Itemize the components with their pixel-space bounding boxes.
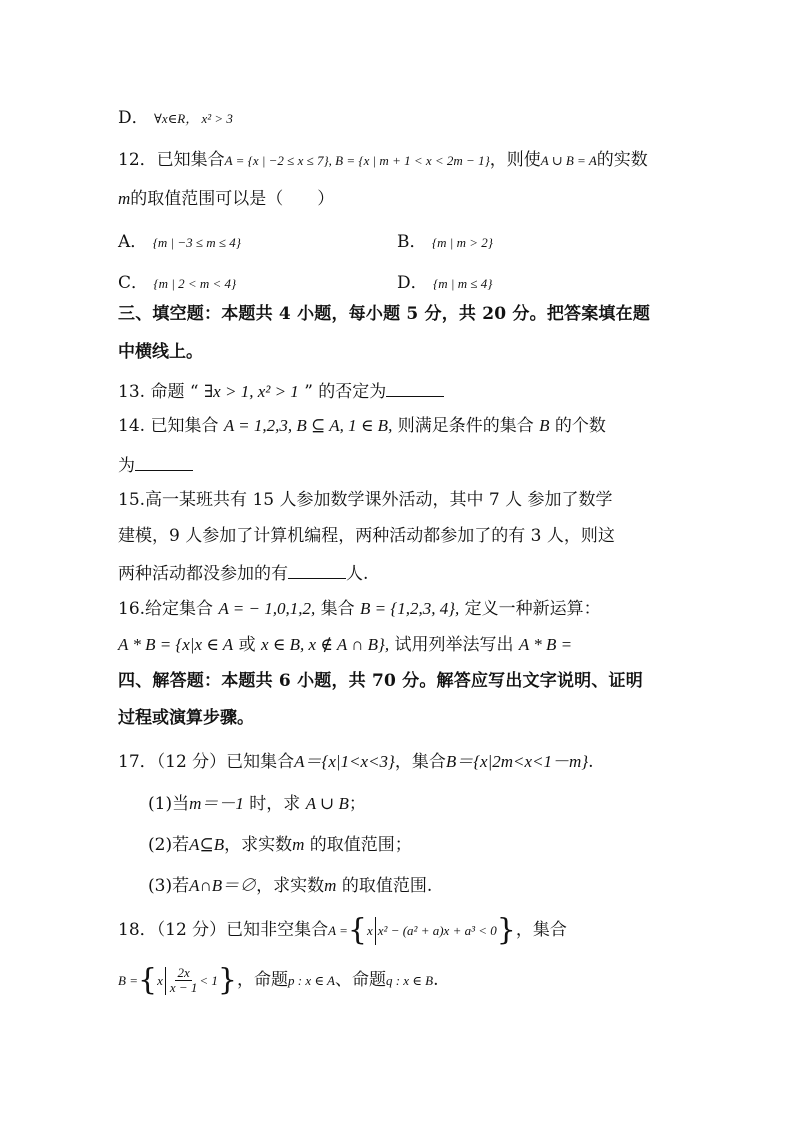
q17-suffix: . — [588, 752, 594, 772]
q17-part3-label: (3) — [148, 876, 173, 896]
q17-line1 — [118, 750, 594, 774]
q15-line3 — [118, 560, 368, 586]
section4-heading-line1: 四、解答题：本题共 6 小题，共 70 分。解答应写出文字说明、证明 — [118, 671, 643, 691]
q17-part1-text: 当 — [172, 794, 190, 814]
q18-set-b-var: x — [157, 973, 163, 988]
q14-prefix: 14. 已知集合 — [118, 416, 224, 436]
q18-b-right-brace: } — [217, 962, 238, 998]
q15-line1: 15.高一某班共有 15 人参加数学课外活动，其中 7 人 参加了数学 — [118, 490, 613, 510]
q18-b-divider-bar — [165, 967, 166, 995]
q18-fraction-denominator: x − 1 — [169, 980, 198, 995]
q12-option-d-label: D． — [397, 273, 428, 293]
q13 — [118, 378, 444, 404]
q17-part1-end: ； — [348, 794, 366, 814]
q16-line2-math2: x ∈ B, x ∉ A ∩ B}, — [260, 635, 390, 654]
q14-line2-text: 为 — [118, 456, 135, 476]
q18-proposition-q: q : x ∈ B — [385, 973, 434, 988]
q13-answer-blank — [386, 378, 444, 397]
q13-suffix: ” 的否定为 — [298, 382, 387, 402]
q17-part2-label: (2) — [148, 835, 173, 855]
q14-mid: 则满足条件的集合 — [392, 416, 540, 436]
q12-mid: ，则使 — [489, 150, 541, 170]
section3-heading-line1: 三、填空题：本题共 4 小题，每小题 5 分，共 20 分。把答案填在题 — [118, 304, 651, 324]
q16-math2: B = {1,2,3, 4}, — [360, 599, 460, 618]
q12-sets-math: A = {x | −2 ≤ x ≤ 7}, B = {x | m + 1 < x < 2m − 1} — [224, 153, 490, 168]
q14-line2 — [118, 452, 193, 478]
q16-line2-mid: 试用列举法写出 — [389, 635, 519, 655]
q17-part3-math2: m — [324, 876, 337, 895]
q12-line2 — [118, 187, 334, 211]
q13-prefix: 13. 命题 “ — [118, 382, 204, 402]
q17-math1: A＝{x|1<x<3} — [294, 752, 395, 771]
q12-option-b — [397, 230, 493, 255]
q17-part2-math: A⊆B — [189, 835, 225, 854]
q12-option-b-label: B． — [397, 232, 427, 252]
q16-prefix: 16.给定集合 — [118, 599, 219, 619]
q17-part2-text2: ，求实数 — [224, 835, 293, 855]
q18-set-b-name: B = — [118, 973, 138, 988]
q18-fraction-relation: < 1 — [199, 973, 218, 988]
q16-line2-math3: A * B = — [518, 635, 573, 654]
q14-line1 — [118, 414, 606, 438]
q17-math2: B＝{x|2m<x<1－m} — [445, 752, 589, 771]
q17-part3-text: 若 — [172, 876, 190, 896]
q18-b-left-brace: { — [137, 962, 158, 998]
q18-left-brace: { — [347, 912, 367, 948]
q12-var-m: m — [118, 189, 131, 208]
q17-part2-end: 的取值范围； — [304, 835, 412, 855]
q14-math: A = 1,2,3, B ⊆ A, 1 ∈ B, — [223, 416, 393, 435]
q18-line1 — [118, 914, 567, 947]
q17-part2-text: 若 — [172, 835, 190, 855]
q16-suffix: 定义一种新运算： — [459, 599, 601, 619]
q17-part3-text2: ，求实数 — [256, 876, 325, 896]
q15-line3-suffix: 人. — [346, 564, 369, 584]
q17-part1-math: m＝－1 — [189, 794, 244, 813]
q17-part2-math2: m — [292, 835, 305, 854]
q12-option-d-math: {m | m ≤ 4} — [433, 276, 493, 291]
q12-option-a-label: A． — [118, 232, 148, 252]
q15-answer-blank — [288, 560, 346, 579]
q12-line2-text: 的取值范围可以是（ ） — [130, 189, 335, 209]
q12-suffix: 的实数 — [596, 150, 648, 170]
q16-line2-math: A * B = {x|x ∈ A — [118, 635, 234, 654]
q17-part3-end: 的取值范围. — [336, 876, 433, 896]
q12-option-a — [118, 230, 241, 255]
q18-fraction-numerator: 2x — [177, 965, 190, 980]
q15-line3-prefix: 两种活动都没参加的有 — [118, 564, 288, 584]
q12-option-a-math: {m | −3 ≤ m ≤ 4} — [152, 235, 241, 250]
q17-mid: ，集合 — [394, 752, 446, 772]
q12-prefix: 12．已知集合 — [118, 150, 225, 170]
q16-line2-or: 或 — [233, 635, 261, 655]
q18-line2-mid: ，命题 — [237, 970, 289, 990]
q18-right-brace: } — [496, 912, 516, 948]
q18-mid: ，集合 — [515, 920, 567, 940]
q18-line2-sep: 、命题 — [334, 970, 386, 990]
q11-option-d — [118, 106, 233, 131]
q11-option-d-label: D． — [118, 108, 149, 128]
section4-heading-line2: 过程或演算步骤。 — [118, 708, 254, 728]
q18-line2-end: . — [433, 970, 439, 990]
q18-fraction — [170, 966, 198, 995]
q18-prefix: 18．（12 分）已知非空集合 — [118, 920, 329, 940]
q12-line1 — [118, 148, 648, 173]
q16-line1 — [118, 597, 601, 621]
q17-part1-math2: A ∪ B — [305, 794, 349, 813]
q17-prefix: 17．（12 分）已知集合 — [118, 752, 295, 772]
q18-set-a-condition: x² − (a² + a)x + a³ < 0 — [377, 923, 497, 938]
q16-mid: 集合 — [315, 599, 361, 619]
q14-answer-blank — [135, 452, 193, 471]
q17-part1-text2: 时，求 — [243, 794, 306, 814]
q14-suffix: 的个数 — [549, 416, 606, 436]
q14-math2: B — [539, 416, 550, 435]
q16-math1: A = − 1,0,1,2, — [218, 599, 316, 618]
q18-line2 — [118, 960, 439, 1001]
q17-part3-math: A∩B＝∅ — [189, 876, 257, 895]
section3-heading-line2: 中横线上。 — [118, 342, 203, 362]
q18-set-a-name: A = — [328, 923, 348, 938]
q17-part1 — [118, 792, 366, 816]
q17-part1-label: (1) — [148, 794, 173, 814]
q18-divider-bar — [375, 917, 376, 945]
q11-option-d-math: ∀x∈R， x² > 3 — [154, 111, 233, 126]
q12-option-d — [397, 271, 492, 296]
q12-option-c-label: C． — [118, 273, 149, 293]
q13-math: ∃x > 1, x² > 1 — [203, 382, 299, 401]
q15-line2: 建模，9 人参加了计算机编程，两种活动都参加了的有 3 人，则这 — [118, 526, 615, 546]
q12-option-c — [118, 271, 236, 296]
q12-option-b-math: {m | m > 2} — [431, 235, 493, 250]
q18-proposition-p: p : x ∈ A — [288, 973, 335, 988]
q17-part2 — [118, 833, 412, 857]
q12-option-c-math: {m | 2 < m < 4} — [153, 276, 237, 291]
q12-union-math: A ∪ B = A — [540, 153, 597, 168]
q17-part3 — [118, 874, 432, 898]
q18-set-a-var: x — [367, 923, 373, 938]
q16-line2 — [118, 633, 572, 657]
